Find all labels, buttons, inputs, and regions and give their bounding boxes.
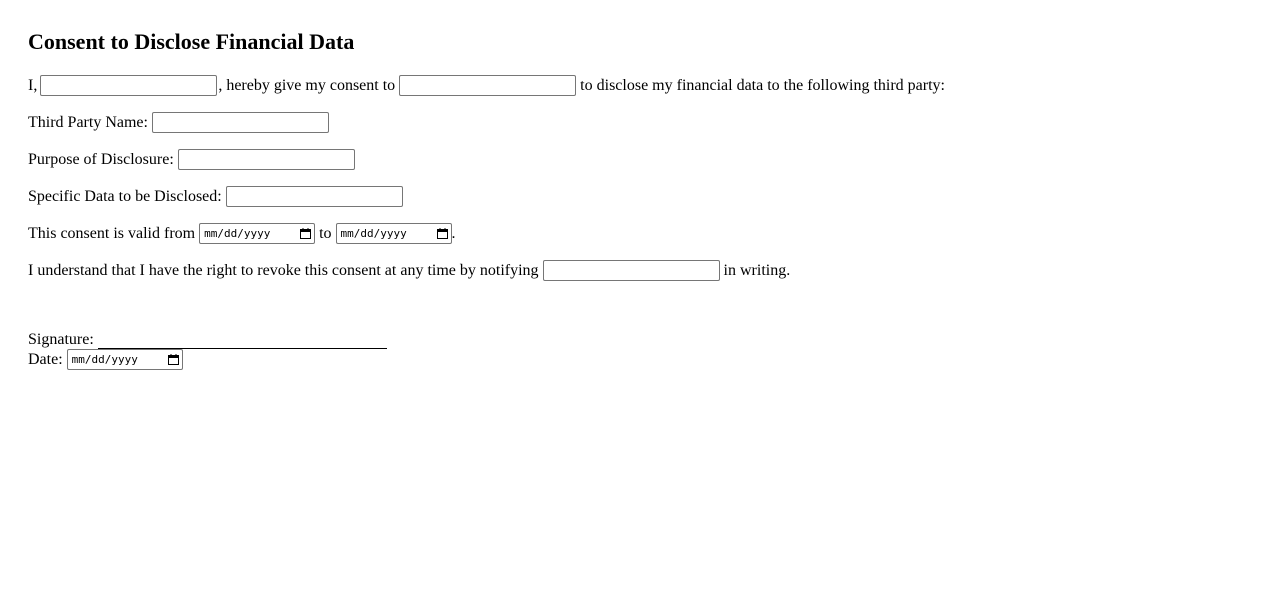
date-label: Date: xyxy=(28,351,63,368)
specific-data-line xyxy=(28,186,407,207)
signature-block xyxy=(28,330,387,370)
validity-between-text: to xyxy=(319,225,332,242)
disclosing-party-field[interactable] xyxy=(399,75,576,96)
consenter-name-field[interactable] xyxy=(40,75,217,96)
third-party-name-line xyxy=(28,112,333,133)
page-title: Consent to Disclose Financial Data xyxy=(28,29,355,54)
signature-line[interactable] xyxy=(98,333,387,349)
revoke-notify-party-field[interactable] xyxy=(543,260,720,281)
valid-from-date-field[interactable] xyxy=(199,223,315,244)
calendar-icon[interactable] xyxy=(168,354,179,365)
validity-prefix-text: This consent is valid from xyxy=(28,225,196,242)
valid-from-date-placeholder: mm/dd/yyyy xyxy=(204,227,271,240)
revoke-suffix-text: in writing. xyxy=(723,262,791,279)
valid-to-date-placeholder: mm/dd/yyyy xyxy=(340,227,407,240)
validity-line xyxy=(28,223,456,244)
date-row xyxy=(28,349,387,370)
purpose-field[interactable] xyxy=(178,149,355,170)
signature-date-placeholder: mm/dd/yyyy xyxy=(71,353,138,366)
consent-prefix-text: I, xyxy=(28,77,38,94)
consent-suffix-text: to disclose my financial data to the following third party: xyxy=(580,77,945,94)
consent-statement-line xyxy=(28,75,945,96)
calendar-icon[interactable] xyxy=(437,228,448,239)
purpose-line xyxy=(28,149,359,170)
revoke-prefix-text: I understand that I have the right to revoke this consent at any time by notifying xyxy=(28,262,539,279)
signature-row xyxy=(28,330,387,349)
third-party-name-label: Third Party Name: xyxy=(28,114,148,131)
calendar-icon[interactable] xyxy=(300,228,311,239)
revoke-line xyxy=(28,260,790,281)
valid-to-date-field[interactable] xyxy=(336,223,452,244)
purpose-label: Purpose of Disclosure: xyxy=(28,151,174,168)
specific-data-label: Specific Data to be Disclosed: xyxy=(28,188,222,205)
consent-middle-text: , hereby give my consent to xyxy=(218,77,396,94)
third-party-name-field[interactable] xyxy=(152,112,329,133)
signature-label: Signature: xyxy=(28,331,94,348)
signature-date-field[interactable] xyxy=(67,349,183,370)
specific-data-field[interactable] xyxy=(226,186,403,207)
validity-suffix-text: . xyxy=(451,225,456,242)
